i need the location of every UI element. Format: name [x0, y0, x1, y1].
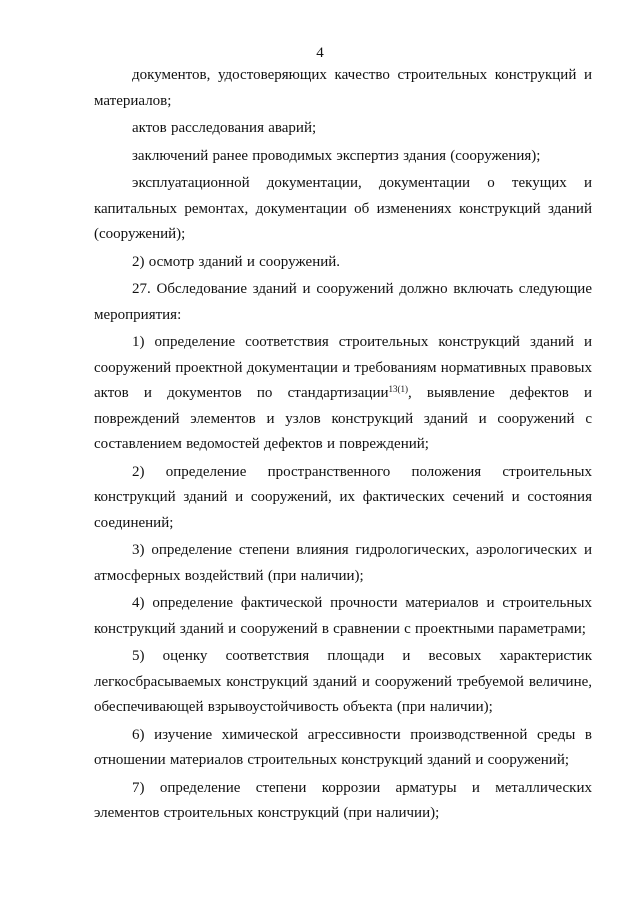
item-1-text: 1) определение соответствия строительных конструкций зданий и сооружений проектной документации и требованиям нормативных правовых актов и документов по стандартизации	[94, 334, 592, 401]
paragraph-survey-heading: 27. Обследование зданий и сооружений должно включать следующие мероприятия:	[94, 281, 592, 323]
paragraph-item-3: 3) определение степени влияния гидрологических, аэрологических и атмосферных воздействий (при наличии);	[94, 542, 592, 584]
page-number: 4	[316, 45, 324, 61]
paragraph-documents: документов, удостоверяющих качество строительных конструкций и материалов;	[94, 67, 592, 109]
item-1-text-continued: , выявление дефектов и повреждений элементов и узлов конструкций зданий и сооружений с составлением ведомостей дефектов и повреждений;	[94, 385, 592, 452]
document-body	[94, 63, 592, 827]
paragraph-item-1	[94, 330, 592, 458]
paragraph-accident-acts: актов расследования аварий;	[132, 120, 317, 136]
paragraph-operational-documentation: эксплуатационной документации, документации о текущих и капитальных ремонтах, документации об изменениях конструкций зданий (сооружений);	[94, 175, 592, 242]
paragraph-item-4: 4) определение фактической прочности материалов и строительных конструкций зданий и сооружений в сравнении с проектными параметрами;	[94, 595, 592, 637]
footnote-reference: 13(1)	[388, 384, 408, 394]
paragraph-item-6: 6) изучение химической агрессивности производственной среды в отношении материалов строительных конструкций зданий и сооружений;	[94, 726, 592, 768]
paragraph-item-5: 5) оценку соответствия площади и весовых характеристик легкосбрасываемых конструкций зданий и сооружений требуемой величине, обеспечивающей взрывоустойчивость объекта (при наличии);	[94, 648, 592, 715]
paragraph-item-7: 7) определение степени коррозии арматуры и металлических элементов строительных конструкций (при наличии);	[94, 779, 592, 821]
paragraph-expert-conclusions: заключений ранее проводимых экспертиз здания (сооружения);	[132, 147, 541, 164]
paragraph-inspection: 2) осмотр зданий и сооружений.	[132, 253, 341, 270]
paragraph-item-2: 2) определение пространственного положения строительных конструкций зданий и сооружений, их фактических сечений и состояния соединений;	[94, 463, 592, 531]
